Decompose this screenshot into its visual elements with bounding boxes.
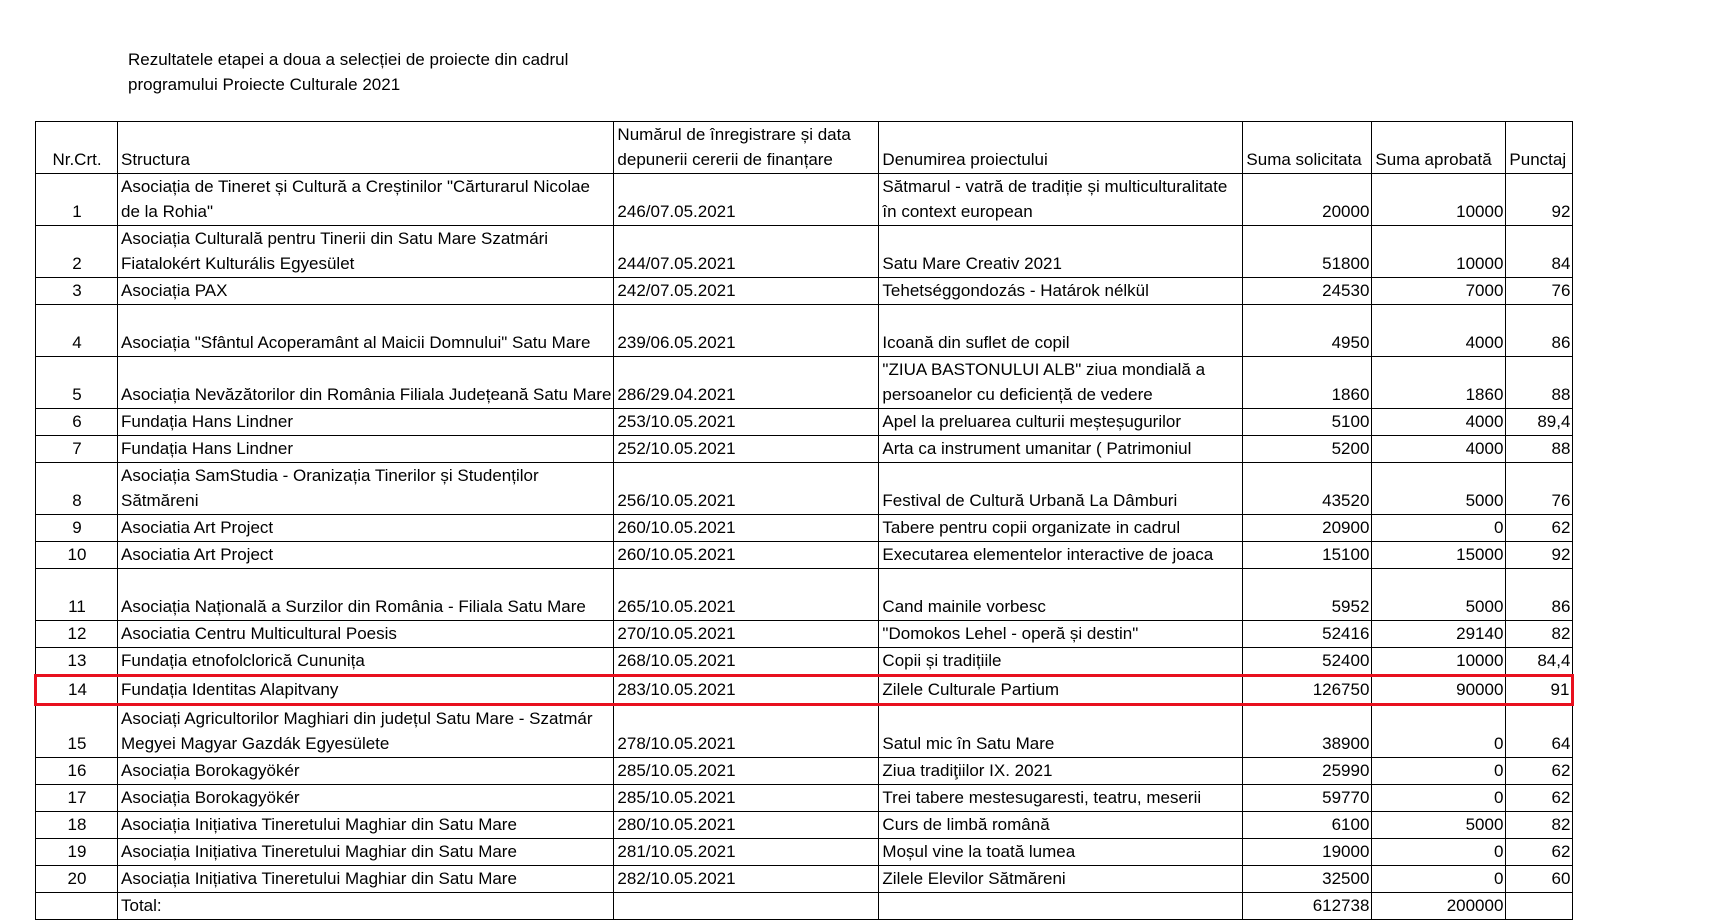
header-punctaj: Punctaj (1506, 122, 1573, 174)
cell-denumire: Satu Mare Creativ 2021 (879, 226, 1243, 278)
cell-structura: Asociatia Centru Multicultural Poesis (118, 621, 614, 648)
cell-punctaj: 76 (1506, 463, 1573, 515)
cell-inregistrare: 282/10.05.2021 (614, 866, 879, 893)
cell-structura: Asociatia Art Project (118, 542, 614, 569)
cell-aprobata: 5000 (1372, 812, 1506, 839)
cell-nr: 12 (36, 621, 118, 648)
cell-nr: 13 (36, 648, 118, 676)
cell-nr: 6 (36, 409, 118, 436)
cell-inregistrare: 244/07.05.2021 (614, 226, 879, 278)
cell-punctaj: 88 (1506, 436, 1573, 463)
cell-aprobata: 4000 (1372, 305, 1506, 357)
table-row (36, 758, 1573, 785)
cell-denumire: Trei tabere mestesugaresti, teatru, meserii (879, 785, 1243, 812)
total-label: Total: (118, 893, 614, 920)
cell-aprobata: 15000 (1372, 542, 1506, 569)
cell-solicitata: 126750 (1243, 676, 1372, 705)
total-solicitata: 612738 (1243, 893, 1372, 920)
cell-structura: Asociația Culturală pentru Tinerii din Satu Mare Szatmári Fiatalokért Kulturális Egyesület (118, 226, 614, 278)
cell-inregistrare: 246/07.05.2021 (614, 174, 879, 226)
table-row-highlighted (36, 676, 1573, 705)
cell-inregistrare: 278/10.05.2021 (614, 705, 879, 758)
cell-punctaj: 82 (1506, 812, 1573, 839)
cell-denumire: Copii și tradițiile (879, 648, 1243, 676)
cell-punctaj: 89,4 (1506, 409, 1573, 436)
cell-inregistrare: 268/10.05.2021 (614, 648, 879, 676)
table-row (36, 542, 1573, 569)
table-row (36, 357, 1573, 409)
cell-denumire: Arta ca instrument umanitar ( Patrimoniul (879, 436, 1243, 463)
cell-inregistrare: 242/07.05.2021 (614, 278, 879, 305)
cell-denumire: Cand mainile vorbesc (879, 569, 1243, 621)
cell-punctaj: 62 (1506, 515, 1573, 542)
cell-nr: 2 (36, 226, 118, 278)
cell-solicitata: 25990 (1243, 758, 1372, 785)
cell-solicitata: 52416 (1243, 621, 1372, 648)
table-row (36, 839, 1573, 866)
cell-structura: Asociația Națională a Surzilor din România - Filiala Satu Mare (118, 569, 614, 621)
cell-structura: Asociația Nevăzătorilor din România Filiala Județeană Satu Mare (118, 357, 614, 409)
cell-solicitata: 20900 (1243, 515, 1372, 542)
cell-punctaj: 88 (1506, 357, 1573, 409)
cell-punctaj: 84 (1506, 226, 1573, 278)
header-aprobata: Suma aprobată (1372, 122, 1506, 174)
cell-aprobata: 5000 (1372, 463, 1506, 515)
cell-punctaj: 76 (1506, 278, 1573, 305)
cell-inregistrare: 280/10.05.2021 (614, 812, 879, 839)
cell-punctaj: 62 (1506, 839, 1573, 866)
cell-nr: 17 (36, 785, 118, 812)
cell-structura: Asociația de Tineret și Cultură a Creștinilor "Cărturarul Nicolae de la Rohia" (118, 174, 614, 226)
table-row (36, 409, 1573, 436)
cell-inregistrare: 265/10.05.2021 (614, 569, 879, 621)
cell-denumire: Tehetséggondozás - Határok nélkül (879, 278, 1243, 305)
cell-punctaj: 84,4 (1506, 648, 1573, 676)
cell-denumire: Tabere pentru copii organizate in cadrul (879, 515, 1243, 542)
cell-nr: 7 (36, 436, 118, 463)
total-empty-cell (879, 893, 1243, 920)
cell-aprobata: 0 (1372, 705, 1506, 758)
title-line-2: programului Proiecte Culturale 2021 (128, 75, 401, 94)
cell-nr: 10 (36, 542, 118, 569)
cell-punctaj: 91 (1506, 676, 1573, 705)
table-row (36, 305, 1573, 357)
cell-solicitata: 51800 (1243, 226, 1372, 278)
table-body (36, 174, 1573, 893)
cell-aprobata: 0 (1372, 839, 1506, 866)
cell-punctaj: 62 (1506, 758, 1573, 785)
cell-solicitata: 6100 (1243, 812, 1372, 839)
cell-inregistrare: 253/10.05.2021 (614, 409, 879, 436)
cell-inregistrare: 239/06.05.2021 (614, 305, 879, 357)
cell-aprobata: 10000 (1372, 226, 1506, 278)
header-inregistrare: Numărul de înregistrare și data depunerii cererii de finanțare (614, 122, 879, 174)
cell-inregistrare: 256/10.05.2021 (614, 463, 879, 515)
cell-solicitata: 59770 (1243, 785, 1372, 812)
table-row (36, 463, 1573, 515)
cell-structura: Fundația Hans Lindner (118, 436, 614, 463)
cell-inregistrare: 285/10.05.2021 (614, 758, 879, 785)
cell-inregistrare: 283/10.05.2021 (614, 676, 879, 705)
cell-nr: 1 (36, 174, 118, 226)
cell-aprobata: 0 (1372, 758, 1506, 785)
cell-denumire: Sătmarul - vatră de tradiție și multiculturalitate în context european (879, 174, 1243, 226)
cell-denumire: "Domokos Lehel - operă și destin" (879, 621, 1243, 648)
header-denumire: Denumirea proiectului (879, 122, 1243, 174)
cell-punctaj: 86 (1506, 569, 1573, 621)
cell-aprobata: 7000 (1372, 278, 1506, 305)
cell-denumire: Curs de limbă română (879, 812, 1243, 839)
table-row (36, 569, 1573, 621)
cell-nr: 11 (36, 569, 118, 621)
cell-nr: 19 (36, 839, 118, 866)
header-structura: Structura (118, 122, 614, 174)
cell-denumire: "ZIUA BASTONULUI ALB" ziua mondială a persoanelor cu deficiență de vedere (879, 357, 1243, 409)
cell-nr: 9 (36, 515, 118, 542)
cell-inregistrare: 281/10.05.2021 (614, 839, 879, 866)
cell-aprobata: 0 (1372, 866, 1506, 893)
cell-denumire: Satul mic în Satu Mare (879, 705, 1243, 758)
header-nr: Nr.Crt. (36, 122, 118, 174)
cell-denumire: Festival de Cultură Urbană La Dâmburi (879, 463, 1243, 515)
table-row (36, 226, 1573, 278)
cell-aprobata: 10000 (1372, 174, 1506, 226)
cell-aprobata: 0 (1372, 515, 1506, 542)
table-row (36, 705, 1573, 758)
cell-nr: 3 (36, 278, 118, 305)
cell-solicitata: 4950 (1243, 305, 1372, 357)
table-row (36, 648, 1573, 676)
cell-inregistrare: 286/29.04.2021 (614, 357, 879, 409)
cell-structura: Asociația Inițiativa Tineretului Maghiar din Satu Mare (118, 812, 614, 839)
cell-solicitata: 38900 (1243, 705, 1372, 758)
cell-aprobata: 4000 (1372, 436, 1506, 463)
cell-nr: 16 (36, 758, 118, 785)
cell-aprobata: 10000 (1372, 648, 1506, 676)
cell-structura: Asociația Inițiativa Tineretului Maghiar din Satu Mare (118, 839, 614, 866)
cell-solicitata: 24530 (1243, 278, 1372, 305)
cell-punctaj: 64 (1506, 705, 1573, 758)
table-row (36, 621, 1573, 648)
total-empty-cell (1506, 893, 1573, 920)
cell-inregistrare: 270/10.05.2021 (614, 621, 879, 648)
table-row (36, 812, 1573, 839)
cell-structura: Asociația SamStudia - Oranizația Tinerilor și Studenților Sătmăreni (118, 463, 614, 515)
cell-solicitata: 43520 (1243, 463, 1372, 515)
cell-solicitata: 5100 (1243, 409, 1372, 436)
cell-structura: Asociați Agricultorilor Maghiari din județul Satu Mare - Szatmár Megyei Magyar Gazdák Egyesülete (118, 705, 614, 758)
table-row (36, 174, 1573, 226)
cell-structura: Asociația Inițiativa Tineretului Maghiar din Satu Mare (118, 866, 614, 893)
cell-denumire: Ziua tradiţiilor IX. 2021 (879, 758, 1243, 785)
cell-aprobata: 5000 (1372, 569, 1506, 621)
cell-nr: 4 (36, 305, 118, 357)
cell-structura: Asociația Borokagyökér (118, 785, 614, 812)
cell-solicitata: 5952 (1243, 569, 1372, 621)
table-row (36, 866, 1573, 893)
cell-denumire: Apel la preluarea culturii meșteșugurilor (879, 409, 1243, 436)
cell-aprobata: 0 (1372, 785, 1506, 812)
table-row (36, 785, 1573, 812)
cell-aprobata: 90000 (1372, 676, 1506, 705)
cell-solicitata: 32500 (1243, 866, 1372, 893)
cell-structura: Asociația PAX (118, 278, 614, 305)
results-table (34, 121, 1574, 920)
cell-solicitata: 20000 (1243, 174, 1372, 226)
cell-punctaj: 60 (1506, 866, 1573, 893)
cell-structura: Fundația Hans Lindner (118, 409, 614, 436)
cell-denumire: Zilele Culturale Partium (879, 676, 1243, 705)
cell-denumire: Executarea elementelor interactive de joaca (879, 542, 1243, 569)
total-empty-cell (36, 893, 118, 920)
document-title (128, 47, 568, 97)
cell-nr: 20 (36, 866, 118, 893)
cell-punctaj: 92 (1506, 542, 1573, 569)
cell-structura: Asociația Borokagyökér (118, 758, 614, 785)
table-row (36, 436, 1573, 463)
cell-structura: Fundația etnofolclorică Cununița (118, 648, 614, 676)
header-row (36, 122, 1573, 174)
cell-punctaj: 92 (1506, 174, 1573, 226)
cell-structura: Asociatia Art Project (118, 515, 614, 542)
cell-inregistrare: 252/10.05.2021 (614, 436, 879, 463)
cell-punctaj: 86 (1506, 305, 1573, 357)
cell-aprobata: 1860 (1372, 357, 1506, 409)
table-row (36, 515, 1573, 542)
cell-nr: 8 (36, 463, 118, 515)
cell-inregistrare: 260/10.05.2021 (614, 542, 879, 569)
header-solicitata: Suma solicitata (1243, 122, 1372, 174)
cell-solicitata: 15100 (1243, 542, 1372, 569)
cell-denumire: Zilele Elevilor Sătmăreni (879, 866, 1243, 893)
cell-punctaj: 62 (1506, 785, 1573, 812)
cell-punctaj: 82 (1506, 621, 1573, 648)
cell-solicitata: 19000 (1243, 839, 1372, 866)
cell-nr: 5 (36, 357, 118, 409)
cell-solicitata: 1860 (1243, 357, 1372, 409)
total-empty-cell (614, 893, 879, 920)
table-row (36, 278, 1573, 305)
cell-inregistrare: 260/10.05.2021 (614, 515, 879, 542)
cell-inregistrare: 285/10.05.2021 (614, 785, 879, 812)
total-aprobata: 200000 (1372, 893, 1506, 920)
cell-solicitata: 52400 (1243, 648, 1372, 676)
cell-nr: 15 (36, 705, 118, 758)
cell-structura: Asociația "Sfântul Acoperamânt al Maicii Domnului" Satu Mare (118, 305, 614, 357)
cell-structura: Fundația Identitas Alapitvany (118, 676, 614, 705)
cell-solicitata: 5200 (1243, 436, 1372, 463)
title-line-1: Rezultatele etapei a doua a selecției de proiecte din cadrul (128, 50, 569, 69)
cell-aprobata: 29140 (1372, 621, 1506, 648)
cell-denumire: Icoană din suflet de copil (879, 305, 1243, 357)
cell-nr: 18 (36, 812, 118, 839)
cell-denumire: Moșul vine la toată lumea (879, 839, 1243, 866)
total-row (36, 893, 1573, 920)
cell-aprobata: 4000 (1372, 409, 1506, 436)
cell-nr: 14 (36, 676, 118, 705)
